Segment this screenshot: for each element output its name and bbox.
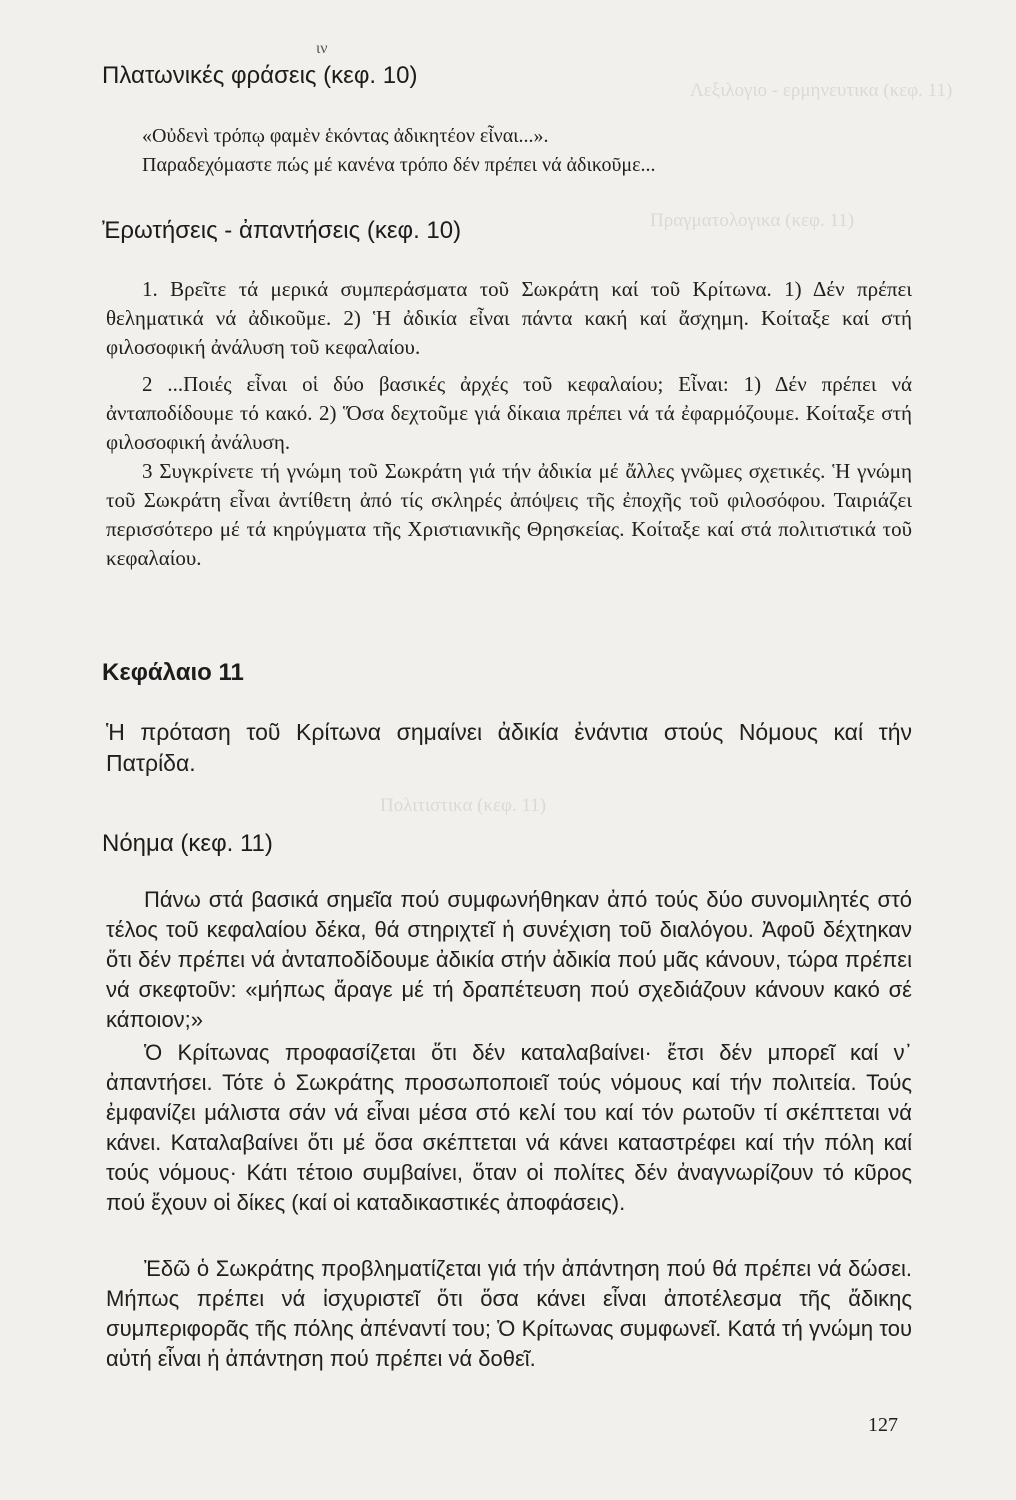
chapter-11-summary: Ἡ πρόταση τοῦ Κρίτωνα σημαίνει ἀδικία ἐνάντια στούς Νόμους καί τήν Πατρίδα. bbox=[106, 719, 912, 776]
heading-questions-answers: Ἐρωτήσεις - ἀπαντήσεις (κεφ. 10) bbox=[102, 217, 462, 244]
meaning-paragraph-2: Ὁ Κρίτωνας προφασίζεται ὅτι δέν καταλαβαίνει· ἔτσι δέν μπορεῖ καί ν᾿ ἀπαντήσει. Τότε ὁ Σωκράτης προσωποποιεῖ τούς νόμους καί τήν πολιτεία. Τούς ἐμφανίζει μάλιστα σάν νά εἶναι μέσα στό κελί του καί τόν ρωτοῦν τί σκέπτεται νά κάνει. Καταλαβαίνει ὅτι μέ ὅσα σκέπτεται νά κάνει καταστρέφει καί τήν πόλη καί τούς νόμους· Κάτι τέτοιο συμβαίνει, ὅταν οἱ πολίτες δέν ἀναγνωρίζουν τό κῦρος πού ἔχουν οἱ δίκες (καί οἱ καταδικαστικές ἀποφάσεις). bbox=[106, 1040, 912, 1215]
qa-item-1: 1. Βρεῖτε τά μερικά συμπεράσματα τοῦ Σωκράτη καί τοῦ Κρίτωνα. 1) Δέν πρέπει θεληματικά νά ἀδικοῦμε. 2) Ἡ ἀδικία εἶναι πάντα κακή καί ἄσχημη. Κοίταξε καί στή φιλοσοφική ἀνάλυση τοῦ κεφαλαίου. bbox=[106, 277, 912, 359]
meaning-paragraph-1: Πάνω στά βασικά σημεῖα πού συμφωνήθηκαν ἀπό τούς δύο συνομιλητές στό τέλος τοῦ κεφαλαίου δέκα, θά στηριχτεῖ ἡ συνέχιση τοῦ διαλόγου. Ἀφοῦ δέχτηκαν ὅτι δέν πρέπει νά ἀνταποδίδουμε ἀδικία στήν ἀδικία πού μᾶς κάνουν, τώρα πρέπει νά σκεφτοῦν: «μήπως ἄραγε μέ τή δραπέτευση πού σχεδιάζουν κάνουν κακό σέ κάποιον;» bbox=[106, 887, 912, 1032]
quote-translation: Παραδεχόμαστε πώς μέ κανένα τρόπο δέν πρέπει νά ἀδικοῦμε... bbox=[142, 154, 656, 176]
show-through-text: Λεξιλογιο - ερμηνευτικα (κεφ. 11) bbox=[690, 80, 953, 101]
page-number: 127 bbox=[868, 1414, 898, 1436]
heading-meaning: Νόημα (κεφ. 11) bbox=[102, 830, 273, 857]
show-through-text: Πολιτιστικα (κεφ. 11) bbox=[380, 795, 547, 816]
qa-item-2: 2 ...Ποιές εἶναι οἱ δύο βασικές ἀρχές τοῦ κεφαλαίου; Εἶναι: 1) Δέν πρέπει νά ἀνταποδίδουμε τό κακό. 2) Ὅσα δεχτοῦμε γιά δίκαια πρέπει νά τά ἐφαρμόζουμε. Κοίταξε στή φιλοσοφική ἀνάλυση. bbox=[106, 372, 912, 454]
heading-chapter-11: Κεφάλαιο 11 bbox=[102, 659, 244, 686]
meaning-paragraph-3: Ἐδῶ ὁ Σωκράτης προβληματίζεται γιά τήν ἀπάντηση πού θά πρέπει νά δώσει. Μήπως πρέπει νά ἰσχυριστεῖ ὅτι ὅσα κάνει εἶναι ἀποτέλεσμα τῆς ἄδικης συμπεριφορᾶς τῆς πόλης ἀπέναντί του; Ὁ Κρίτωνας συμφωνεῖ. Κατά τή γνώμη του αὐτή εἶναι ἡ ἀπάντηση πού πρέπει νά δοθεῖ. bbox=[106, 1256, 912, 1371]
show-through-text: Πραγματολογικα (κεφ. 11) bbox=[650, 210, 855, 231]
header-mark: ιν bbox=[316, 40, 328, 57]
ancient-quote: «Οὐδενὶ τρόπῳ φαμὲν ἑκόντας ἀδικητέον εἶναι...». bbox=[142, 125, 549, 147]
heading-platonic-phrases: Πλατωνικές φράσεις (κεφ. 10) bbox=[102, 62, 418, 89]
qa-item-3: 3 Συγκρίνετε τή γνώμη τοῦ Σωκράτη γιά τήν ἀδικία μέ ἄλλες γνῶμες σχετικές. Ἡ γνώμη τοῦ Σωκράτη εἶναι ἀντίθετη ἀπό τίς σκληρές ἀπόψεις τῆς ἐποχῆς τοῦ φιλοσόφου. Ταιριάζει περισσότερο μέ τά κηρύγματα τῆς Χριστιανικῆς Θρησκείας. Κοίταξε καί στά πολιτιστικά τοῦ κεφαλαίου. bbox=[106, 459, 912, 570]
